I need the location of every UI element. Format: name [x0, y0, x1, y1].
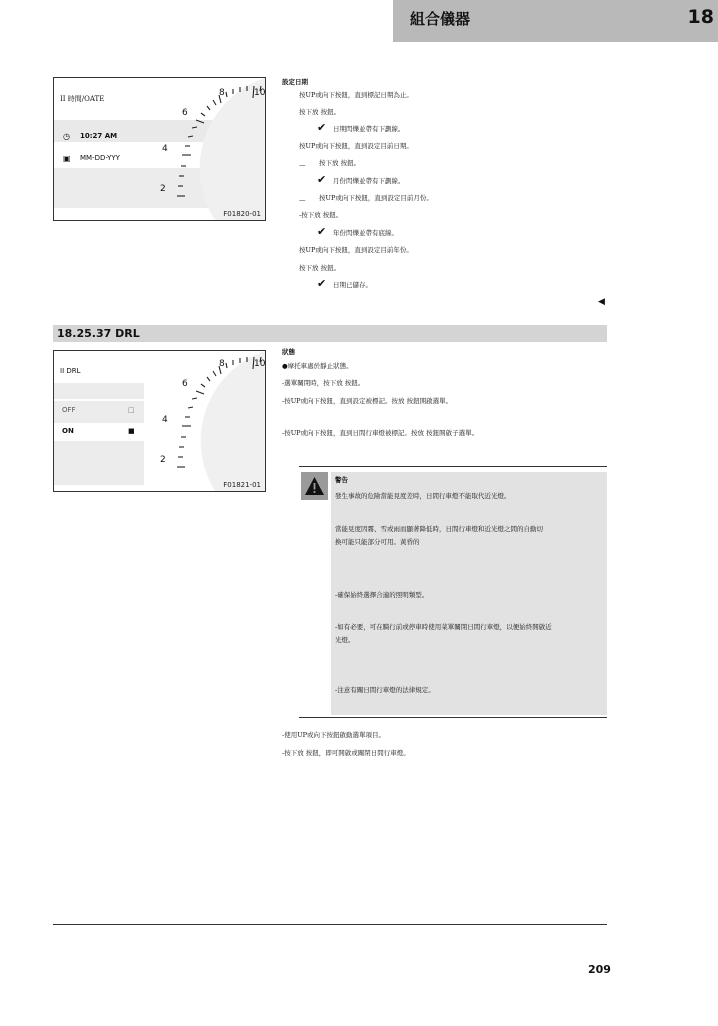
figure-bg-band [54, 383, 144, 399]
page-number: 209 [588, 963, 611, 976]
dial-tick-label: 10 [254, 359, 266, 369]
step-text: 按UP或向下按鈕，直到設定目前年份。 [299, 246, 413, 254]
check-icon: ✔ [317, 121, 327, 134]
warning-icon-box [301, 472, 328, 500]
step-result: 日期已儲存。 [333, 281, 372, 289]
calendar-icon: ▣ [63, 154, 71, 163]
warning-top-rule [299, 466, 607, 467]
step-result: 日期閃爍並帶有下劃線。 [333, 125, 405, 133]
warning-para-line: -如有必要，可在騎行前或停車時使用菜單關閉日間行車燈，以便始終開啟近 [335, 623, 552, 631]
tachometer-dial [155, 78, 265, 220]
chapter-number: 18 [687, 6, 714, 28]
dash-marker: — [299, 196, 306, 204]
step-text: -按UP或向下按鈕，直到設定被標記。按放 按鈕開啟選單。 [282, 397, 453, 405]
time-value: 10:27 AM [80, 132, 118, 140]
step-text: 按UP或向下按鈕，直到標記日期為止。 [299, 91, 413, 99]
step-text: -使用UP或向下按鈕啟動選單項目。 [282, 731, 386, 739]
step-result: 年份閃爍並帶有底線。 [333, 229, 398, 237]
dial-tick-label: 4 [162, 144, 168, 154]
figure-drl [53, 350, 266, 492]
figure-time-date [53, 77, 266, 221]
dial-tick-label: 4 [162, 415, 168, 425]
dial-tick-label: 10 [254, 88, 266, 98]
condition-text: ●摩托車處於靜止狀態。 [282, 362, 353, 370]
figure-title: II DRL [60, 367, 81, 375]
drl-heading: 狀態 [282, 348, 295, 356]
dial-tick-label: 8 [219, 359, 225, 369]
end-marker-icon: ◀ [598, 297, 605, 307]
figure-title: II 時間/OATE [60, 95, 105, 103]
figure-code: F01821-01 [223, 481, 261, 489]
step-text: -按下放 按鈕，即可開啟或關閉日間行車燈。 [282, 749, 410, 757]
warning-bottom-rule [299, 717, 607, 718]
unchecked-box-icon: □ [128, 406, 135, 414]
check-icon: ✔ [317, 173, 327, 186]
step-text: 按UP或向下按鈕，直到設定目前日期。 [299, 142, 413, 150]
step-text: 按下放 按鈕。 [299, 108, 341, 116]
step-text: 按UP或向下按鈕，直到設定目前月份。 [319, 194, 433, 202]
warning-bullet: -確保始終選擇合適的照明類型。 [335, 591, 429, 599]
on-label: ON [62, 427, 74, 435]
warning-para-line: 換可能只能部分可用。黃昏的 [335, 538, 420, 546]
off-label: OFF [62, 406, 76, 414]
chapter-title: 組合儀器 [410, 10, 471, 28]
figure-bg-band [54, 441, 144, 485]
dial-tick-label: 8 [219, 88, 225, 98]
footer-rule [53, 924, 607, 925]
dial-tick-label: 6 [182, 379, 188, 389]
dial-tick-label: 2 [160, 455, 166, 465]
set-date-heading: 設定日期 [282, 78, 308, 86]
step-text: 按下放 按鈕。 [319, 159, 361, 167]
warning-bullet: -注意有關日間行車燈的法律規定。 [335, 686, 435, 694]
check-icon: ✔ [317, 277, 327, 290]
date-value: MM-DD-YYY [80, 154, 120, 162]
tachometer-dial [155, 351, 265, 491]
warning-para-line: 光燈。 [335, 636, 355, 644]
warning-line: 發生事故的危險當能見度差時，日間行車燈不能取代近光燈。 [335, 492, 511, 500]
dial-tick-label: 6 [182, 108, 188, 118]
dash-marker: — [299, 161, 306, 169]
section-title: 18.25.37 DRL [57, 327, 140, 340]
warning-triangle-icon [301, 472, 328, 500]
warning-title: 警告 [335, 476, 348, 484]
clock-icon: ◷ [63, 132, 70, 141]
figure-code: F01820-01 [223, 210, 261, 218]
checked-box-icon: ■ [128, 427, 135, 435]
step-text: -按下放 按鈕。 [299, 211, 343, 219]
dial-tick-label: 2 [160, 184, 166, 194]
step-text: -選單關閉時，按下放 按鈕。 [282, 379, 365, 387]
step-text: -按UP或向下按鈕，直到日間行車燈被標記。按放 按鈕開啟子選單。 [282, 429, 479, 437]
check-icon: ✔ [317, 225, 327, 238]
warning-para-line: 當能見度因霧、雪或雨而顯著降低時，日間行車燈和近光燈之間的自動切 [335, 525, 543, 533]
step-text: 按下放 按鈕。 [299, 264, 341, 272]
step-result: 月份閃爍並帶有下劃線。 [333, 177, 405, 185]
